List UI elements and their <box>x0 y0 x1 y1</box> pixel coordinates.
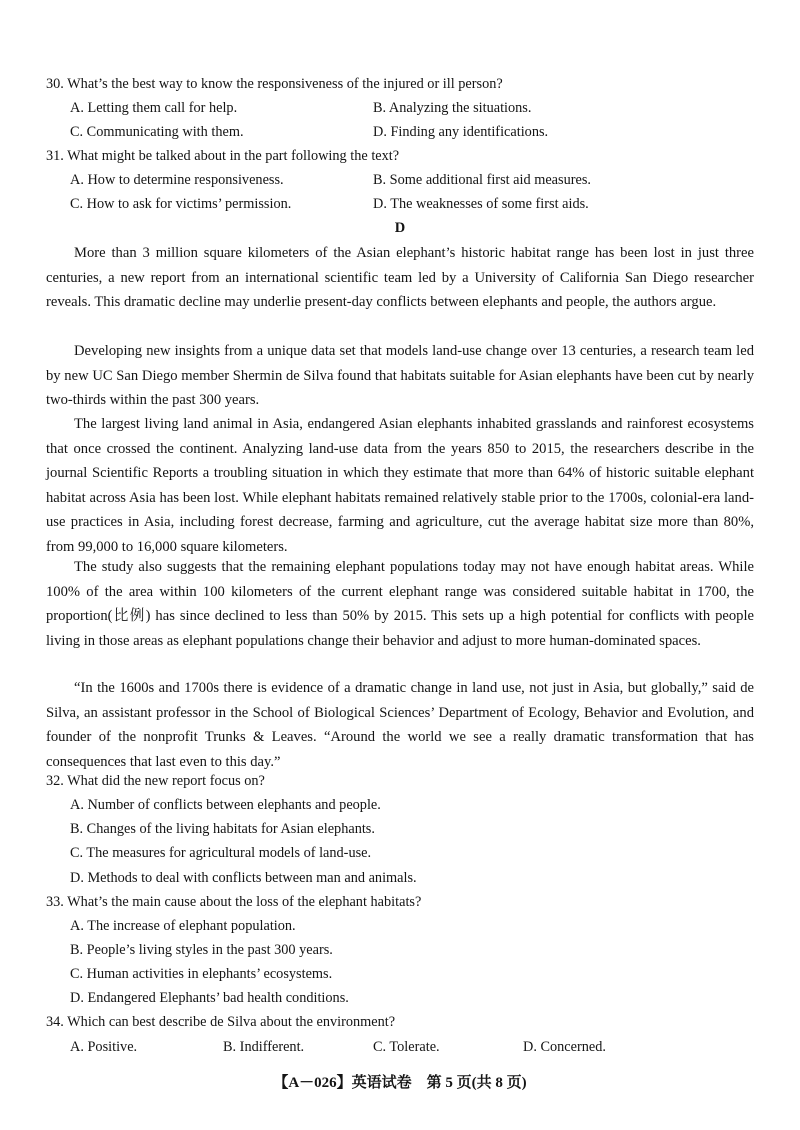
question-31-option-a[interactable]: A. How to determine responsiveness. <box>70 172 284 188</box>
question-30-option-d[interactable]: D. Finding any identifications. <box>373 124 549 140</box>
question-30-option-a[interactable]: A. Letting them call for help. <box>70 100 238 116</box>
page-footer: 【A－026】英语试卷 第 5 页(共 8 页) <box>273 1075 527 1091</box>
passage-paragraph: The largest living land animal in Asia, endangered Asian elephants inhabited grasslands and rainforest ecosystems that once crossed the continent. Analyzing land-use data from the years 850 to 2015, the researchers describe in the journal Scientific Reports a troubling situation in which they estimate that more than 64% of historic suitable elephant habitat across Asia has been lost. While elephant habitats remained relatively stable prior to the 1700s, colonial-era land-use practices in Asia, including forest decrease, farming and agriculture, cut the average habitat size more than 80%, from 99,000 to 16,000 square kilometers. <box>46 416 754 555</box>
question-34-option-d[interactable]: D. Concerned. <box>523 1039 606 1055</box>
question-34-option-c[interactable]: C. Tolerate. <box>373 1039 440 1055</box>
question-33-option-d[interactable]: D. Endangered Elephants’ bad health conditions. <box>70 990 349 1006</box>
question-33-option-b[interactable]: B. People’s living styles in the past 300 years. <box>70 942 333 958</box>
passage-paragraph: The study also suggests that the remaining elephant populations today may not have enough habitat areas. While 100% of the area within 100 kilometers of the current elephant range was considered suitable habitat in 1700, the proportion(比例) has since declined to less than 50% by 2015. This sets up a high potential for conflicts with people living in those areas as elephant populations change their behavior and adjust to more human-dominated spaces. <box>46 559 754 649</box>
question-30-option-c[interactable]: C. Communicating with them. <box>70 124 244 140</box>
question-32-stem: 32. What did the new report focus on? <box>46 773 265 789</box>
question-31-option-b[interactable]: B. Some additional first aid measures. <box>373 172 591 188</box>
question-32-option-c[interactable]: C. The measures for agricultural models of land-use. <box>70 845 372 861</box>
passage-paragraph: Developing new insights from a unique data set that models land-use change over 13 centuries, a research team led by new UC San Diego member Shermin de Silva found that habitats suitable for Asian elephants have been cut by nearly two-thirds within the past 300 years. <box>46 343 754 408</box>
passage-paragraph: More than 3 million square kilometers of the Asian elephant’s historic habitat range has been lost in just three centuries, a new report from an international scientific team led by a University of California San Diego researcher reveals. This dramatic decline may underlie present-day conflicts between elephants and people, the authors argue. <box>46 245 754 310</box>
question-32-option-d[interactable]: D. Methods to deal with conflicts between man and animals. <box>70 870 417 886</box>
question-31-option-d[interactable]: D. The weaknesses of some first aids. <box>373 196 589 212</box>
question-31-option-c[interactable]: C. How to ask for victims’ permission. <box>70 196 292 212</box>
question-31-stem: 31. What might be talked about in the part following the text? <box>46 148 400 164</box>
passage-d-heading: D <box>394 220 406 236</box>
passage-paragraph: “In the 1600s and 1700s there is evidence of a dramatic change in land use, not just in Asia, but globally,” said de Silva, an assistant professor in the School of Biological Sciences’ Department of Ecology, Behavior and Evolution, and founder of the nonprofit Trunks & Leaves. “Around the world we see a really dramatic transformation that has consequences that last even to this day.” <box>46 680 754 770</box>
question-33-option-a[interactable]: A. The increase of elephant population. <box>70 918 296 934</box>
question-34-option-b[interactable]: B. Indifferent. <box>223 1039 305 1055</box>
question-34-stem: 34. Which can best describe de Silva about the environment? <box>46 1014 396 1030</box>
question-33-option-c[interactable]: C. Human activities in elephants’ ecosystems. <box>70 966 333 982</box>
question-30-stem: 30. What’s the best way to know the responsiveness of the injured or ill person? <box>46 76 503 92</box>
question-33-stem: 33. What’s the main cause about the loss of the elephant habitats? <box>46 894 422 910</box>
question-32-option-b[interactable]: B. Changes of the living habitats for Asian elephants. <box>70 821 375 837</box>
question-30-option-b[interactable]: B. Analyzing the situations. <box>373 100 532 116</box>
question-32-option-a[interactable]: A. Number of conflicts between elephants and people. <box>70 797 381 813</box>
question-34-option-a[interactable]: A. Positive. <box>70 1039 138 1055</box>
